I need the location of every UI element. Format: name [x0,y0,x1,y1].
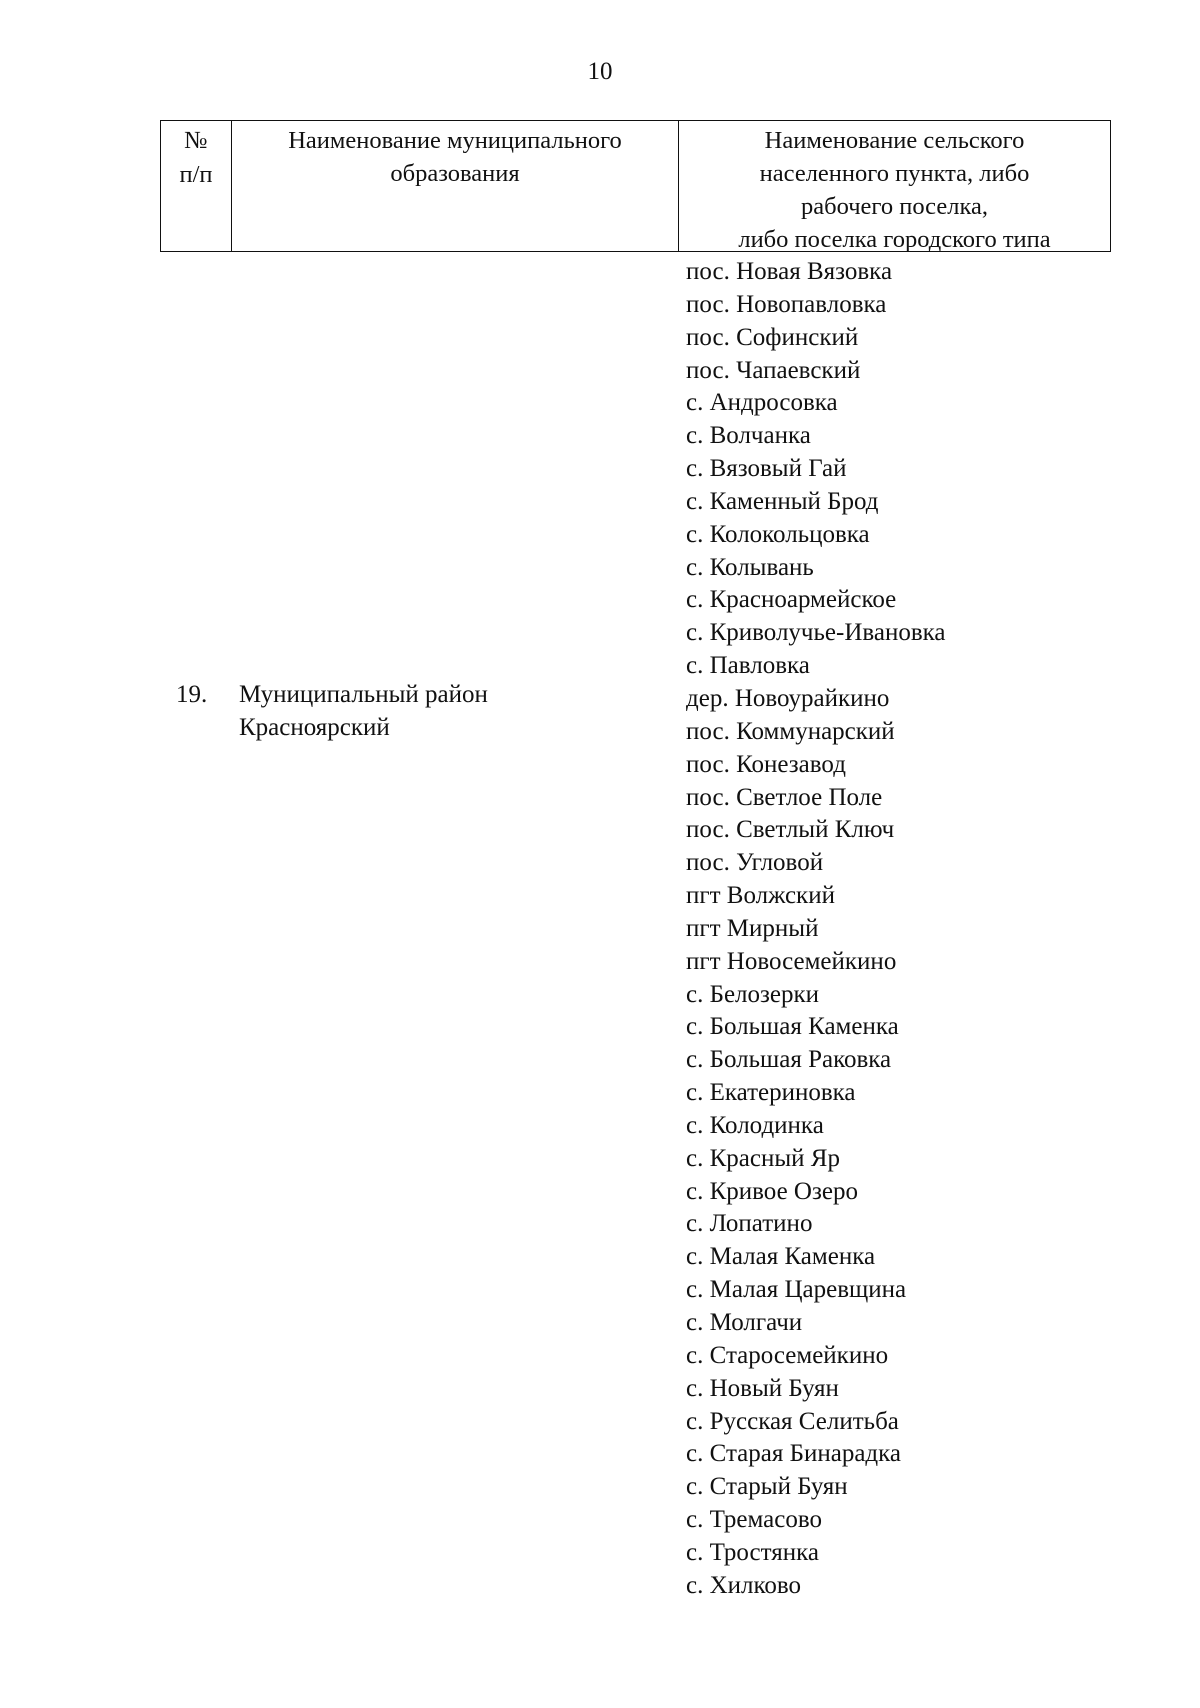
header-municipality-column [232,121,679,251]
settlement-item: дер. Новоурайкино [686,684,890,712]
settlement-item: с. Старосемейкино [686,1341,889,1369]
settlement-item: с. Молгачи [686,1309,803,1336]
settlement-item: с. Колокольцовка [686,520,870,548]
settlement-item: пос. Угловой [686,849,824,877]
header-settlement-line: Наименование сельского [764,127,1025,154]
settlement-list [686,256,946,1603]
settlement-item: с. Андросовка [686,389,838,417]
settlement-item: с. Вязовый Гай [686,455,847,483]
header-number-column [161,121,232,251]
settlement-item: пос. Чапаевский [686,356,861,384]
settlement-item: с. Русская Селитьба [686,1407,899,1435]
settlement-item: с. Красный Яр [686,1144,840,1172]
settlement-item: с. Лопатино [686,1210,813,1238]
settlement-item: с. Малая Царевщина [686,1276,907,1304]
settlement-item: пос. Светлый Ключ [686,816,895,844]
settlement-item: с. Криволучье-Ивановка [686,619,946,647]
settlement-item: пос. Новая Вязовка [686,258,893,285]
settlement-item: с. Большая Каменка [686,1013,899,1041]
settlement-item: с. Белозерки [686,980,820,1008]
header-settlement-line: населенного пункта, либо [759,160,1030,187]
settlement-item: с. Павловка [686,652,810,680]
municipality-name [239,678,488,744]
settlement-item: с. Красноармейское [686,586,897,614]
settlement-item: пгт Новосемейкино [686,947,897,975]
header-municipality-line: Наименование муниципального [288,127,622,154]
settlement-item: пос. Коммунарский [686,717,895,745]
settlement-item: с. Тремасово [686,1506,822,1534]
settlement-item: пгт Волжский [686,882,835,910]
header-settlement-line: либо поселка городского типа [738,226,1051,253]
settlement-item: с. Хилково [686,1571,802,1599]
settlement-item: пос. Конезавод [686,750,846,778]
settlement-item: пос. Светлое Поле [686,783,883,811]
settlement-item: с. Колодинка [686,1111,824,1139]
header-settlement-column [679,121,1110,251]
settlement-item: пос. Софинский [686,323,859,351]
settlement-item: с. Старая Бинарадка [686,1440,902,1468]
settlement-item: с. Каменный Брод [686,487,879,515]
row-number: 19. [176,681,208,708]
settlement-item: с. Большая Раковка [686,1046,892,1074]
header-number-line: п/п [179,161,213,188]
settlement-item: с. Волчанка [686,422,811,450]
settlement-item: с. Тростянка [686,1538,819,1566]
header-municipality-line: образования [390,160,520,187]
table-header [160,120,1111,252]
settlement-item: с. Колывань [686,553,814,581]
header-settlement-line: рабочего поселка, [801,193,988,220]
settlement-item: с. Кривое Озеро [686,1177,858,1205]
settlement-item: с. Малая Каменка [686,1243,876,1271]
municipality-name-line: Муниципальный район [239,681,488,708]
settlement-item: с. Новый Буян [686,1374,839,1402]
settlement-item: пгт Мирный [686,914,819,942]
settlement-item: с. Старый Буян [686,1473,848,1501]
header-number-line: № [184,127,208,154]
settlement-item: пос. Новопавловка [686,290,887,318]
municipality-name-line: Красноярский [239,714,390,741]
page-number: 10 [587,58,613,85]
settlement-item: с. Екатериновка [686,1079,856,1107]
